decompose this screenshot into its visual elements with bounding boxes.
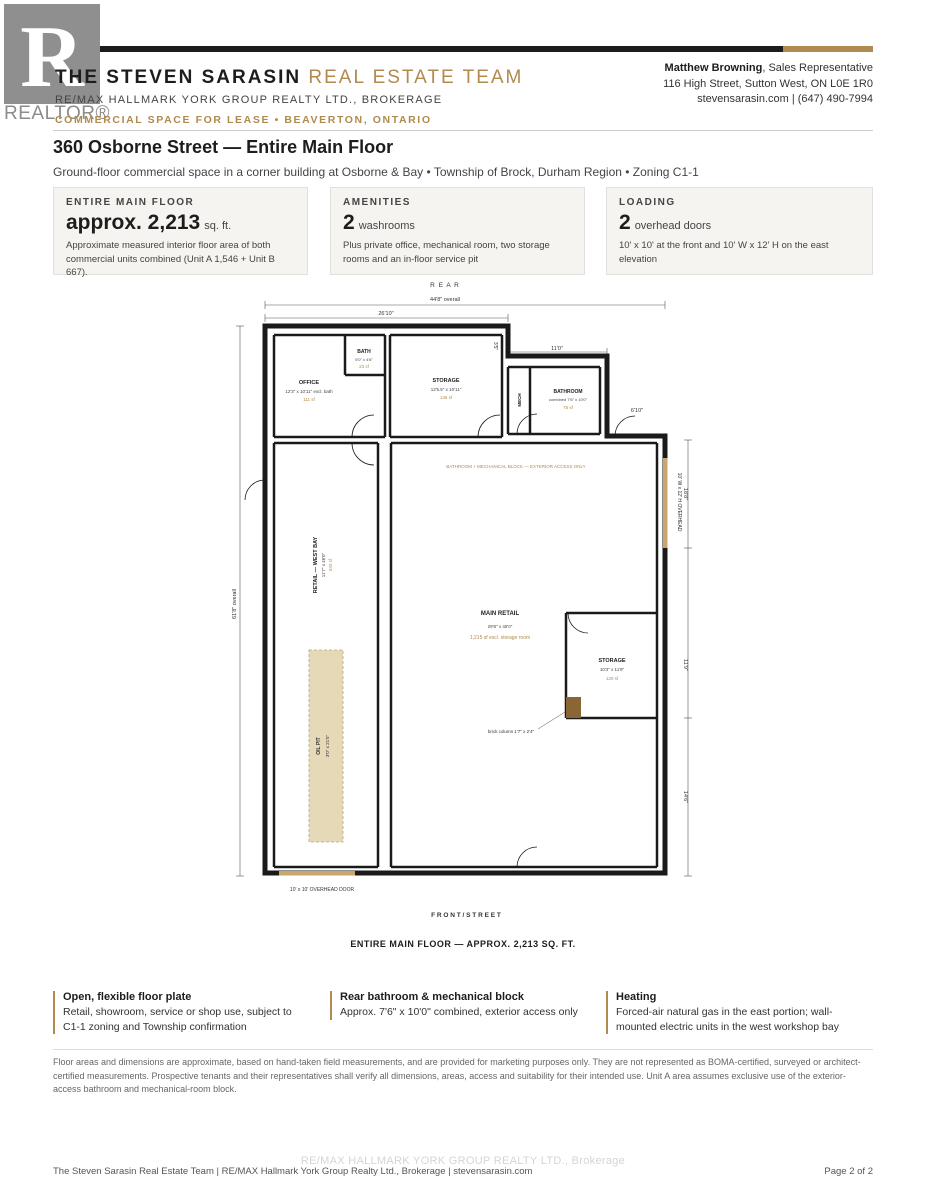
agent-web-phone: stevensarasin.com | (647) 490-7994	[697, 93, 873, 105]
footer-text: The Steven Sarasin Real Estate Team | RE/MAX Hallmark York Group Realty Ltd., Brokerage | stevensarasin.com	[53, 1166, 533, 1177]
dim-east-chain	[684, 440, 692, 876]
realtor-wordmark: REALTOR®	[4, 103, 110, 124]
oil-pit-dims: 3'0" x 21'5"	[325, 734, 330, 758]
dim-east-b-label: 11'9"	[682, 659, 688, 671]
listing-tagline: COMMERCIAL SPACE FOR LEASE • BEAVERTON, ONTARIO	[55, 114, 432, 126]
dim-overall-width-label: 44'8" overall	[430, 297, 460, 303]
card-value-number: 2	[343, 211, 355, 234]
plan-rear-label: R E A R	[430, 282, 460, 289]
retail-west-area: 533 sf	[328, 558, 333, 572]
storage-rear-dims: 12'5.5" x 10'11"	[430, 387, 462, 392]
brick-column-leader	[538, 712, 565, 729]
storage-rear-area: 136 sf	[439, 395, 453, 400]
dim-east-step-label: 6'10"	[630, 408, 644, 414]
dim-overall-width	[265, 301, 665, 309]
header-top-bar	[53, 46, 873, 52]
card-value-unit: washrooms	[358, 220, 415, 232]
main-retail-dims: 29'8" x 45'0"	[487, 624, 513, 629]
storage-east-dims: 10'3" x 11'9"	[599, 667, 625, 672]
feature-heating	[606, 991, 873, 1034]
feature-desc: Forced-air natural gas in the east portion; wall-mounted electric units in the west workshop bay	[616, 1006, 839, 1033]
brokerage-name: RE/MAX HALLMARK YORK GROUP REALTY LTD., BROKERAGE	[55, 94, 443, 106]
card-loading	[606, 187, 873, 275]
card-value-unit: overhead doors	[634, 220, 712, 232]
office-name: OFFICE	[298, 380, 320, 386]
bathroom-dims: combined 7'6" x 10'0"	[548, 397, 588, 402]
mech-label: MECH	[517, 393, 522, 407]
feature-heading: Heating	[616, 991, 657, 1003]
brand-title	[55, 67, 523, 89]
feature-heading: Open, flexible floor plate	[63, 991, 192, 1003]
disclaimer-divider	[53, 1049, 873, 1050]
realtor-logo-letter: R	[20, 9, 84, 106]
agent-address: 116 High Street, Sutton West, ON L0E 1R0	[663, 77, 873, 90]
card-amenities	[330, 187, 585, 275]
main-retail-name: MAIN RETAIL	[480, 611, 520, 617]
card-desc: Plus private office, mechanical room, two storage rooms and an in-floor service pit	[343, 240, 550, 265]
office-area: 111 sf	[303, 397, 315, 402]
header-divider	[53, 130, 873, 131]
card-desc: Approximate measured interior floor area of both commercial units combined (Unit A 1,546 + Unit B 667).	[66, 240, 275, 278]
dim-east-a-label: 18'8"	[682, 487, 688, 501]
card-header: LOADING	[619, 197, 676, 208]
card-desc: 10' x 10' at the front and 10' W x 12' H on the east elevation	[619, 240, 829, 265]
page-number: Page 2 of 2	[824, 1166, 873, 1177]
door-swings	[245, 414, 635, 867]
dim-step-label: 3'5"	[492, 341, 498, 351]
dim-bath-width-label: 11'0"	[551, 346, 563, 352]
office-dims: 12'3" x 10'11" excl. bath	[285, 389, 333, 394]
dim-overall-depth-label: 61'8" overall	[232, 589, 238, 619]
listing-title: 360 Osborne Street — Entire Main Floor	[53, 137, 394, 157]
feature-bathroom-block	[330, 991, 585, 1020]
front-overhead-door	[279, 871, 355, 876]
agent-role: , Sales Representative	[762, 62, 873, 74]
retail-west-name: RETAIL — WEST BAY	[313, 536, 319, 594]
listing-subtitle: Ground-floor commercial space in a corner building at Osborne & Bay • Township of Brock, Durham Region • Zoning C1-1	[53, 165, 699, 179]
brokerage-watermark: RE/MAX HALLMARK YORK GROUP REALTY LTD., Brokerage	[300, 1155, 626, 1167]
plan-front-label: F R O N T / S T R E E T	[431, 912, 501, 919]
bathroom-name: BATHROOM	[553, 389, 583, 395]
feature-floor-plate	[53, 991, 308, 1034]
card-value	[66, 211, 295, 235]
card-header: ENTIRE MAIN FLOOR	[66, 197, 195, 208]
bath-small-dims: 5'0" x 4'6"	[355, 357, 373, 362]
brand-gold: REAL ESTATE TEAM	[308, 67, 524, 88]
overhead-east-label: 10' W x 12' H OVERHEAD	[676, 472, 682, 532]
retail-west-dims: 11'7" x 46'0"	[321, 552, 326, 578]
contact-block	[663, 61, 873, 108]
dim-east-c-label: 14'6"	[682, 790, 688, 804]
floor-plan	[220, 280, 706, 920]
block-note: BATHROOM + MECHANICAL BLOCK — EXTERIOR ACCESS ONLY	[446, 464, 586, 469]
storage-east-name: STORAGE	[598, 658, 626, 664]
brick-column-label: brick column 1'7" x 2'4"	[487, 729, 535, 734]
card-value	[343, 211, 572, 235]
feature-desc: Retail, showroom, service or shop use, subject to C1-1 zoning and Township confirmation	[63, 1006, 292, 1033]
east-overhead-door	[663, 458, 668, 548]
brand-main: THE STEVEN SARASIN	[55, 67, 302, 88]
card-header: AMENITIES	[343, 197, 411, 208]
card-floor-area	[53, 187, 308, 278]
bath-small-area: 23 sf	[359, 364, 369, 369]
card-value-number: approx. 2,213	[66, 211, 201, 234]
dim-west-width-label: 26'10"	[378, 311, 394, 317]
overhead-front-label: 10' x 10' OVERHEAD DOOR	[289, 887, 355, 893]
feature-desc: Approx. 7'6" x 10'0" combined, exterior access only	[340, 1006, 578, 1018]
brick-column	[566, 697, 581, 718]
bath-small-name: BATH	[357, 349, 371, 355]
oil-pit-name: OIL PIT	[316, 737, 322, 755]
card-value-number: 2	[619, 211, 631, 234]
storage-rear-name: STORAGE	[432, 378, 460, 384]
main-retail-area: 1,215 sf excl. storage room	[469, 635, 531, 641]
feature-heading: Rear bathroom & mechanical block	[340, 991, 524, 1003]
storage-east-area: 120 sf	[605, 676, 619, 681]
agent-name: Matthew Browning	[664, 62, 763, 74]
disclaimer: Floor areas and dimensions are approximate, based on hand-taken field measurements, and are provided for marketing purposes only. They are not represented as BOMA-certified, surveyed or architect-certified measurements. Prospective tenants and their representatives shall verify all dimensions, areas, access and suitability for their intended use. Unit A area assumes exclusive use of the exterior-access bathroom and mechanical-room block.	[53, 1057, 861, 1094]
card-value-unit: sq. ft.	[204, 220, 232, 232]
card-value	[619, 211, 860, 235]
bathroom-area: 75 sf	[563, 405, 573, 410]
plan-caption: ENTIRE MAIN FLOOR — APPROX. 2,213 SQ. FT.	[350, 939, 576, 949]
